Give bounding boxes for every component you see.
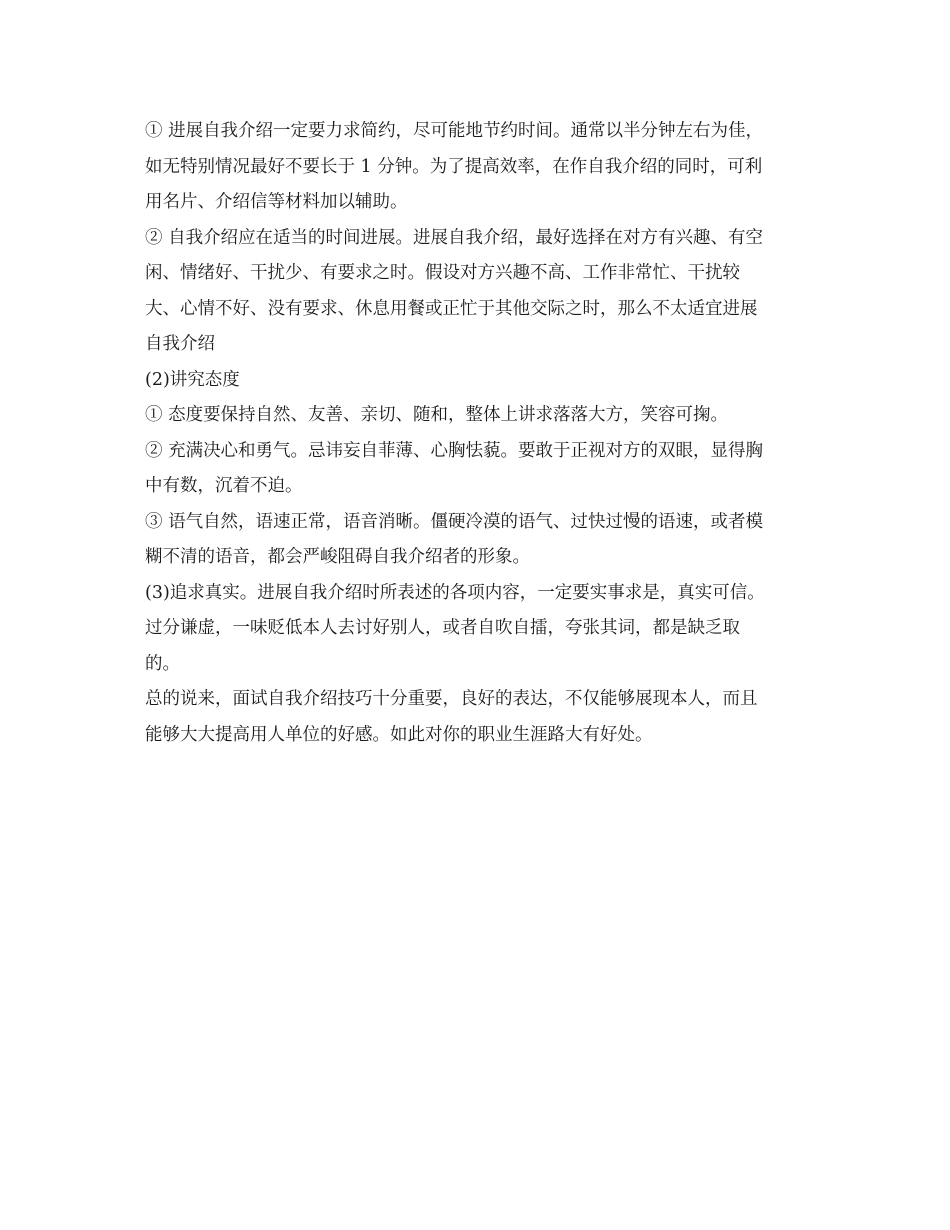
text-line: 总的说来，面试自我介绍技巧十分重要，良好的表达，不仅能够展现本人，而且 — [145, 689, 758, 709]
text-line: ① 态度要保持自然、友善、亲切、随和，整体上讲求落落大方，笑容可掬。 — [145, 405, 729, 425]
section-heading: (2)讲究态度 — [145, 369, 240, 390]
document-body — [145, 114, 810, 753]
text-line: 如无特别情况最好不要长于 1 分钟。为了提高效率，在作自我介绍的同时，可利 — [145, 156, 763, 177]
text-line: 糊不清的语音，都会严峻阻碍自我介绍者的形象。 — [145, 547, 530, 567]
text-line: 自我介绍 — [145, 334, 215, 354]
text-line: ① 进展自我介绍一定要力求简约，尽可能地节约时间。通常以半分钟左右为佳， — [145, 121, 764, 141]
text-line: 中有数，沉着不迫。 — [145, 476, 303, 496]
section-heading: (3)追求真实。进展自我介绍时所表述的各项内容，一定要实事求是，真实可信。 — [145, 582, 765, 603]
text-line: 能够大大提高用人单位的好感。如此对你的职业生涯路大有好处。 — [145, 724, 653, 745]
text-line: 过分谦虚，一味贬低本人去讨好别人，或者自吹自擂，夸张其词，都是缺乏取 — [145, 618, 740, 638]
text-line: 的。 — [145, 653, 180, 674]
text-line: 闲、情绪好、干扰少、有要求之时。假设对方兴趣不高、工作非常忙、干扰较 — [145, 263, 740, 283]
text-line: ③ 语气自然，语速正常，语音消晰。僵硬冷漠的语气、过快过慢的语速，或者模 — [145, 511, 764, 532]
text-line: 用名片、介绍信等材料加以辅助。 — [145, 192, 408, 212]
text-line: ② 自我介绍应在适当的时间进展。进展自我介绍，最好选择在对方有兴趣、有空 — [145, 227, 764, 248]
text-line: ② 充满决心和勇气。忌讳妄自菲薄、心胸怯藐。要敢于正视对方的双眼，显得胸 — [145, 440, 764, 461]
text-line: 大、心情不好、没有要求、休息用餐或正忙于其他交际之时，那么不太适宜进展 — [145, 298, 758, 319]
